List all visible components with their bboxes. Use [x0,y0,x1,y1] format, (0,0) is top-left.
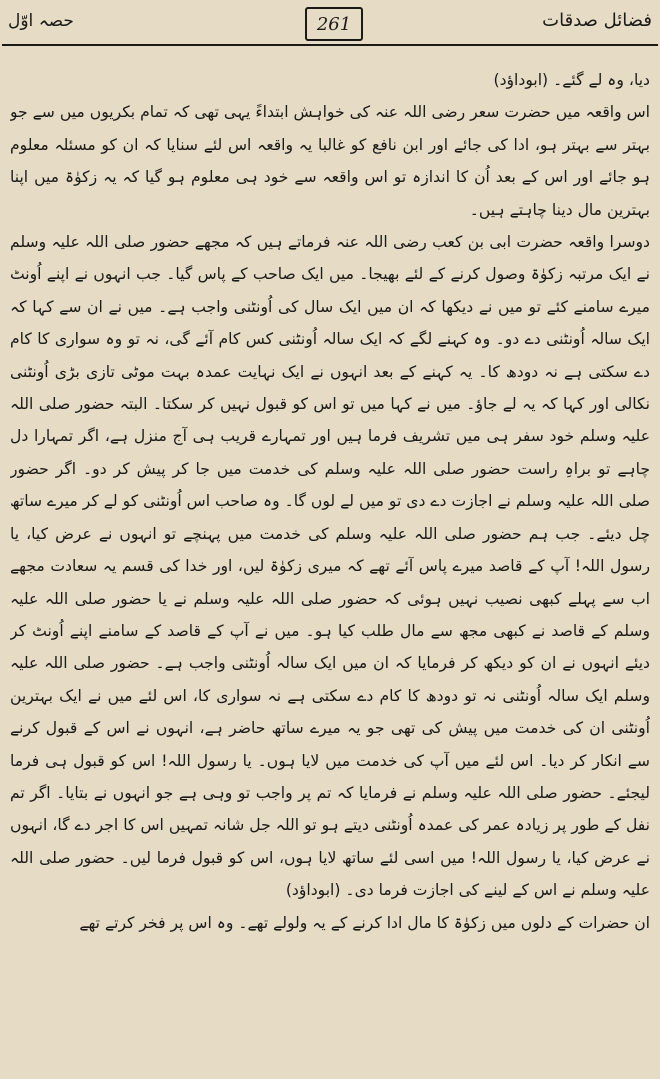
paragraph: ان حضرات کے دلوں میں زکوٰۃ کا مال ادا کرنے کے یہ ولولے تھے۔ وہ اس پر فخر کرتے تھے [79,913,650,932]
header-rule [2,44,658,46]
paragraph: دیا، وہ لے گئے۔ (ابوداؤد) [493,71,650,89]
paragraph: دوسرا واقعہ حضرت ابی بن کعب رضی اللہ عنہ فرماتے ہیں کہ مجھے حضور صلی اللہ علیہ وسلم نے ایک مرتبہ زکوٰۃ وصول کرنے کے لئے بھیجا۔ میں ایک صاحب کے پاس گیا۔ جب انہوں نے اپنے اُونٹ میرے سامنے کئے تو میں نے دیکھا کہ ان میں ایک سال کی اُونٹنی واجب ہے۔ میں نے ان سے کہا کہ ایک سالہ اُونٹنی دے دو۔ وہ کہنے لگے کہ ایک سالہ اُونٹنی کس کام آئے گی، نہ تو وہ سواری کا کام دے سکتی ہے نہ دودھ کا۔ یہ کہنے کے بعد انہوں نے ایک نہایت عمدہ بہت موٹی تازی بڑی اُونٹنی نکالی اور کہا کہ یہ لے جاؤ۔ میں نے کہا میں تو اس کو قبول نہیں کر سکتا۔ البتہ حضور صلی اللہ علیہ وسلم خود سفر ہی میں تشریف فرما ہیں اور تمہارے قریب ہی آج منزل ہے، اگر تمہارا دل چاہے تو براہِ راست حضور صلی اللہ علیہ وسلم کی خدمت میں جا کر پیش کر دو۔ اگر حضور صلی اللہ علیہ وسلم نے اجازت دے دی تو میں لے لوں گا۔ وہ صاحب اس اُونٹنی کو لے کر میرے ساتھ چل دیئے۔ جب ہم حضور صلی اللہ علیہ وسلم کی خدمت میں پہنچے تو انہوں نے عرض کیا، یا رسول اللہ! آپ کے قاصد میرے پاس آئے تھے کہ میری زکوٰۃ لیں، اور خدا کی قسم یہ سعادت مجھے اب سے پہلے کبھی نصیب نہیں ہوئی کہ حضور صلی اللہ علیہ وسلم نے یا حضور صلی اللہ علیہ وسلم کے قاصد نے کبھی مجھ سے مال طلب کیا ہو۔ میں نے آپ کے قاصد کے سامنے اپنے اُونٹ کر دیئے انہوں نے ان کو دیکھ کر فرمایا کہ ان میں ایک سالہ اُونٹنی واجب ہے۔ حضور صلی اللہ علیہ وسلم ایک سالہ اُونٹنی نہ تو دودھ کا کام دے سکتی ہے نہ سواری کا، اس لئے میں نے ایک بہترین اُونٹنی ان کی خدمت میں پیش کی تھی جو یہ میرے ساتھ حاضر ہے، انہوں نے اس کے قبول کرنے سے انکار کر دیا۔ اس لئے میں آپ کی خدمت میں لایا ہوں۔ یا رسول اللہ! اس کو قبول ہی فرما لیجئے۔ حضور صلی اللہ علیہ وسلم نے فرمایا کہ تم پر واجب تو وہی ہے جو انہوں نے بتایا۔ اگر تم نفل کے طور پر زیادہ عمر کی عمدہ اُونٹنی دیتے ہو تو اللہ جل شانہ تمہیں اس کا اجر دے گا، انہوں نے عرض کیا، یا رسول اللہ! میں اسی لئے ساتھ لایا ہوں، اس کو قبول فرما لیں۔ حضور صلی اللہ علیہ وسلم نے اس کے لینے کی اجازت فرما دی۔ (ابوداؤد) [10,233,650,900]
book-title: فضائل صدقات [542,10,652,31]
page-body [10,64,650,1075]
paragraph: اس واقعہ میں حضرت سعر رضی اللہ عنہ کی خواہش ابتداءً یہی تھی کہ تمام بکریوں میں سے جو بہتر سے بہتر ہو، ادا کی جائے اور ابن نافع کو غالبا یہ واقعہ اس لئے سنایا کہ ان کو مسئلہ معلوم ہو جائے اور اس کے بعد اُن کا اندازہ تو اس واقعہ سے خود ہی معلوم ہو گیا کہ یہ زکوٰۃ میں اپنا بہترین مال دینا چاہتے ہیں۔ [10,103,650,219]
page-number: 261 [316,13,352,35]
section-label: حصہ اوّل [8,11,74,31]
page-number-box [305,7,363,41]
page-header [0,0,660,44]
